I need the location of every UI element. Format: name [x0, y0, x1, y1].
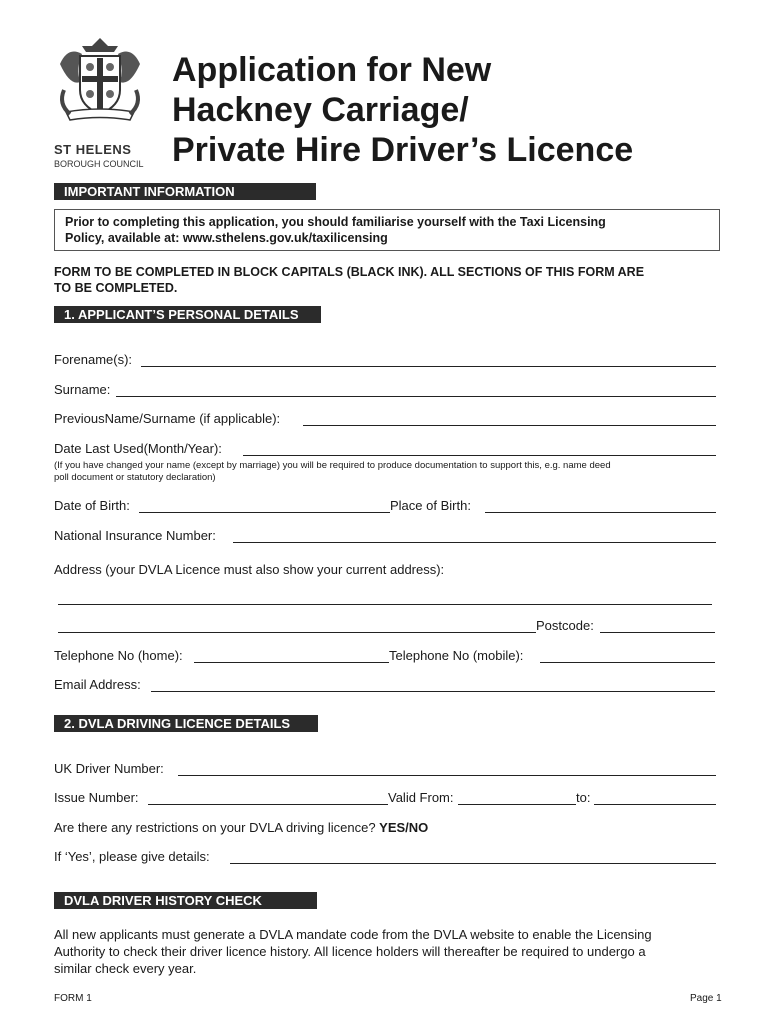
- note-line: (If you have changed your name (except by marriage) you will be required to produce documentation to support this, e.g. name deed: [54, 460, 611, 471]
- valid-from-field[interactable]: [458, 804, 576, 805]
- tel-home-field[interactable]: [194, 662, 389, 663]
- form-number: FORM 1: [54, 993, 92, 1004]
- dob-field[interactable]: [139, 512, 390, 513]
- para-line: similar check every year.: [54, 961, 197, 976]
- dob-label: Date of Birth:: [54, 498, 130, 513]
- page-title: [172, 50, 633, 170]
- driver-number-field[interactable]: [178, 775, 716, 776]
- para-line: Authority to check their driver licence history. All licence holders will thereafter be required to undergo a: [54, 944, 646, 959]
- ni-field[interactable]: [233, 542, 716, 543]
- date-last-used-field[interactable]: [243, 455, 716, 456]
- tel-mobile-field[interactable]: [540, 662, 715, 663]
- tel-home-label: Telephone No (home):: [54, 648, 183, 663]
- notice-line: TO BE COMPLETED.: [54, 281, 178, 295]
- previous-name-field[interactable]: [303, 425, 716, 426]
- coat-of-arms-icon: [50, 34, 150, 130]
- title-line: Private Hire Driver’s Licence: [172, 131, 634, 169]
- block-capitals-notice: [54, 264, 734, 296]
- pob-field[interactable]: [485, 512, 716, 513]
- note-line: poll document or statutory declaration): [54, 472, 216, 483]
- important-heading: IMPORTANT INFORMATION: [54, 183, 316, 200]
- important-box: [54, 209, 720, 251]
- restrictions-question-text: Are there any restrictions on your DVLA driving licence?: [54, 820, 376, 835]
- address-field-line-2[interactable]: [58, 632, 536, 633]
- restrictions-question: [54, 820, 428, 835]
- if-yes-field[interactable]: [230, 863, 716, 864]
- important-box-line: Prior to completing this application, you should familiarise yourself with the Taxi Licensing: [65, 215, 606, 229]
- title-line: Hackney Carriage/: [172, 91, 469, 129]
- email-label: Email Address:: [54, 677, 141, 692]
- valid-to-field[interactable]: [594, 804, 716, 805]
- issue-number-label: Issue Number:: [54, 790, 139, 805]
- if-yes-label: If ‘Yes’, please give details:: [54, 849, 210, 864]
- history-paragraph: [54, 926, 724, 977]
- valid-from-label: Valid From:: [388, 790, 454, 805]
- address-field-line-1[interactable]: [58, 604, 712, 605]
- surname-field[interactable]: [116, 396, 716, 397]
- important-box-line: Policy, available at: www.sthelens.gov.uk/taxilicensing: [65, 231, 388, 245]
- name-change-note: [54, 460, 611, 484]
- logo-name: ST HELENS: [54, 142, 132, 157]
- notice-line: FORM TO BE COMPLETED IN BLOCK CAPITALS (BLACK INK). ALL SECTIONS OF THIS FORM ARE: [54, 265, 645, 279]
- previous-name-label: PreviousName/Surname (if applicable):: [54, 411, 281, 426]
- postcode-label: Postcode:: [536, 618, 594, 633]
- para-line: All new applicants must generate a DVLA mandate code from the DVLA website to enable the Licensing: [54, 927, 652, 942]
- valid-to-label: to:: [576, 790, 591, 805]
- forename-field[interactable]: [141, 366, 716, 367]
- email-field[interactable]: [151, 691, 715, 692]
- tel-mobile-label: Telephone No (mobile):: [389, 648, 524, 663]
- postcode-field[interactable]: [600, 632, 715, 633]
- surname-label: Surname:: [54, 382, 111, 397]
- title-line: Application for New: [172, 51, 492, 89]
- page-number: Page 1: [690, 993, 722, 1004]
- pob-label: Place of Birth:: [390, 498, 471, 513]
- issue-number-field[interactable]: [148, 804, 388, 805]
- forename-label: Forename(s):: [54, 352, 133, 367]
- section2-heading: 2. DVLA DRIVING LICENCE DETAILS: [54, 715, 318, 732]
- section1-heading: 1. APPLICANT’S PERSONAL DETAILS: [54, 306, 321, 323]
- driver-number-label: UK Driver Number:: [54, 761, 164, 776]
- address-label: Address (your DVLA Licence must also show your current address):: [54, 562, 445, 577]
- logo-sub: BOROUGH COUNCIL: [54, 159, 144, 169]
- ni-label: National Insurance Number:: [54, 528, 216, 543]
- date-last-used-label: Date Last Used(Month/Year):: [54, 441, 222, 456]
- yes-no-option[interactable]: YES/NO: [379, 820, 429, 835]
- history-heading: DVLA DRIVER HISTORY CHECK: [54, 892, 317, 909]
